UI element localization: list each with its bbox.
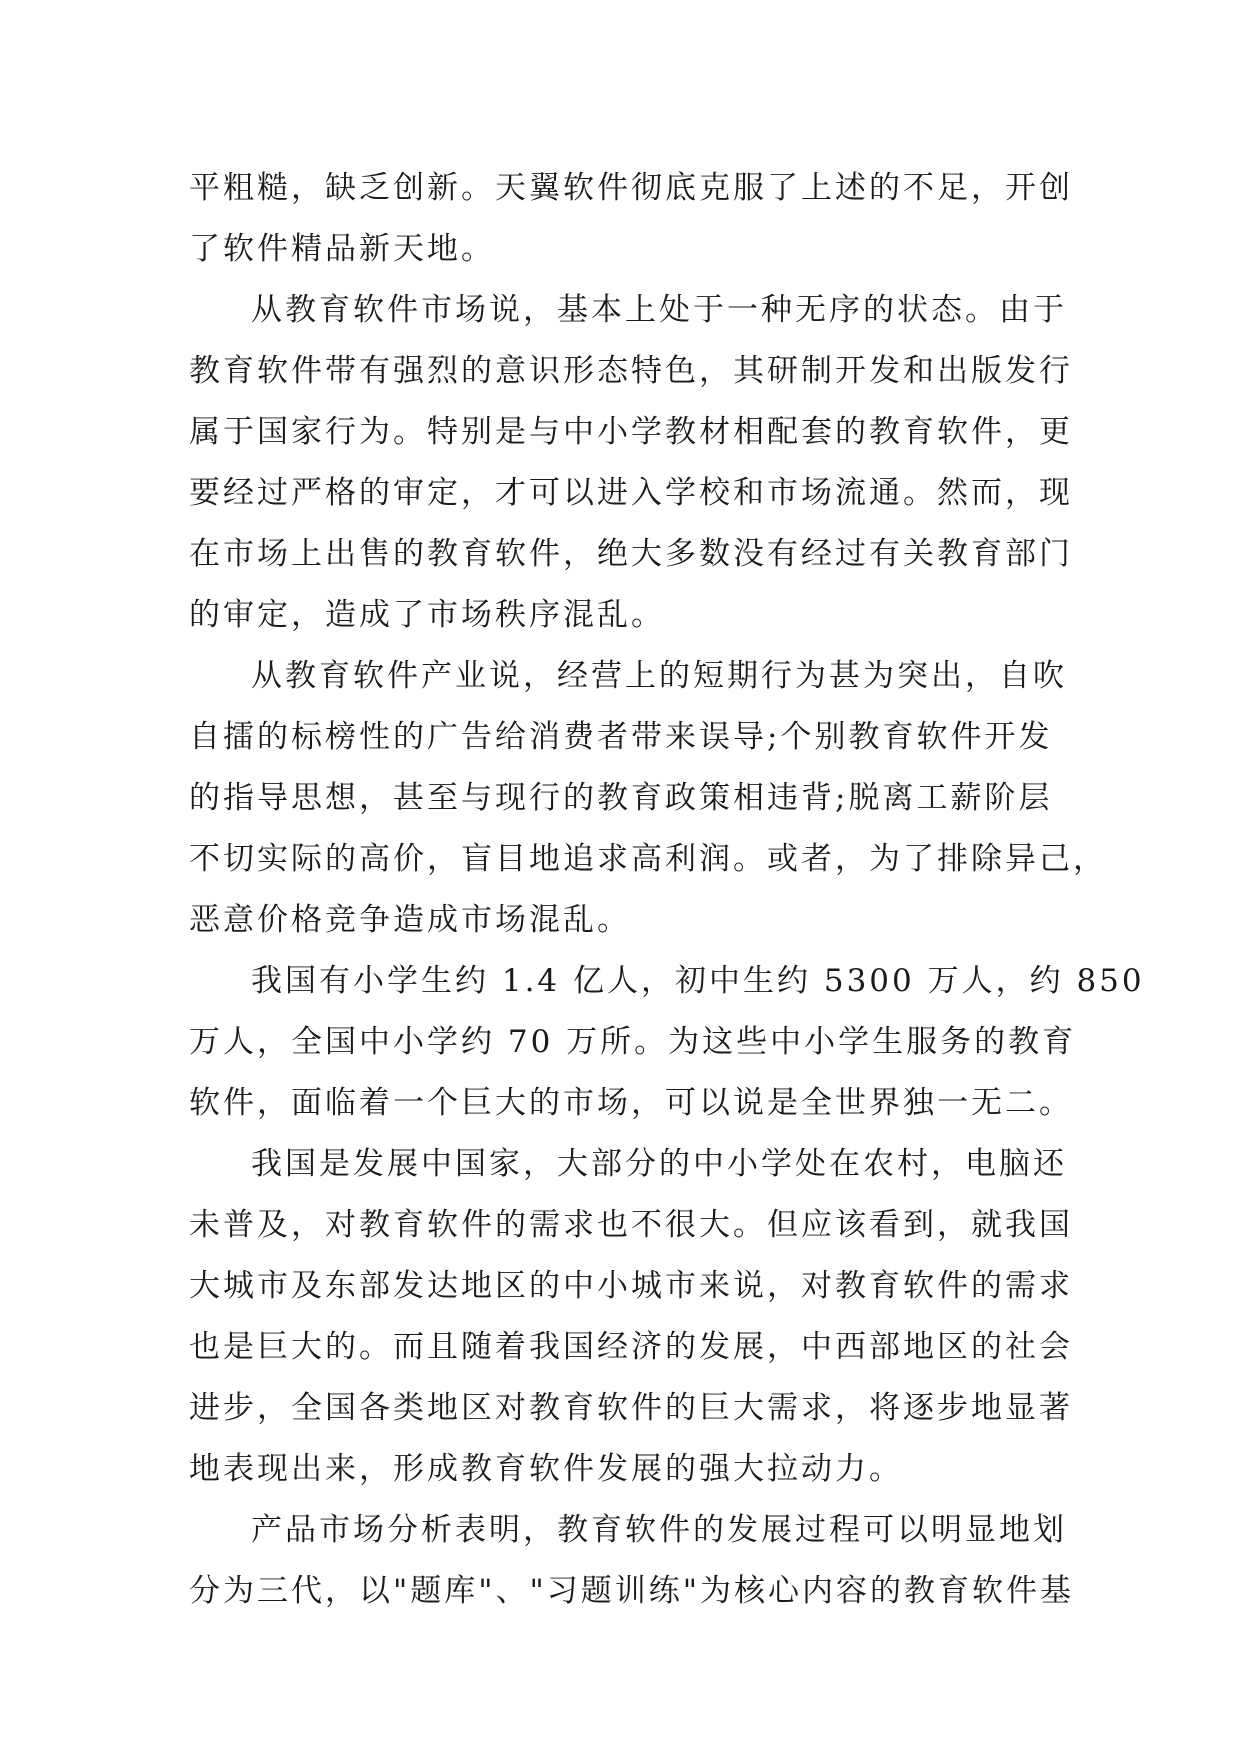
- paragraph: [189, 951, 1145, 1134]
- text-line: 教育软件带有强烈的意识形态特色，其研制开发和出版发行: [189, 353, 1073, 389]
- text-line: 不切实际的高价，盲目地追求高利润。或者，为了排除异己，: [189, 841, 1107, 877]
- text-line: 要经过严格的审定，才可以进入学校和市场流通。然而，现: [189, 475, 1073, 511]
- text-line: 在市场上出售的教育软件，绝大多数没有经过有关教育部门: [189, 536, 1073, 572]
- text-line: 平粗糙，缺乏创新。天翼软件彻底克服了上述的不足，开创: [189, 170, 1073, 206]
- text-line: 恶意价格竞争造成市场混乱。: [189, 902, 631, 938]
- text-line: 地表现出来，形成教育软件发展的强大拉动力。: [189, 1451, 903, 1487]
- paragraph: [189, 158, 1073, 280]
- text-line: 我国是发展中国家，大部分的中小学处在农村，电脑还: [251, 1146, 1067, 1182]
- text-line: 万人，全国中小学约 70 万所。为这些中小学生服务的教育: [189, 1024, 1077, 1060]
- paragraph: [189, 1500, 1075, 1622]
- text-line: 从教育软件产业说，经营上的短期行为甚为突出，自吹: [251, 658, 1067, 694]
- text-line: 分为三代，以"题库"、"习题训练"为核心内容的教育软件基: [189, 1573, 1075, 1609]
- text-line: 我国有小学生约 1.4 亿人，初中生约 5300 万人，约 850: [251, 963, 1145, 999]
- text-line: 产品市场分析表明，教育软件的发展过程可以明显地划: [251, 1512, 1067, 1548]
- text-line: 的指导思想，甚至与现行的教育政策相违背;脱离工薪阶层: [189, 780, 1053, 816]
- paragraph: [189, 646, 1107, 951]
- text-line: 软件，面临着一个巨大的市场，可以说是全世界独一无二。: [189, 1085, 1073, 1121]
- text-line: 也是巨大的。而且随着我国经济的发展，中西部地区的社会: [189, 1329, 1073, 1365]
- text-line: 进步，全国各类地区对教育软件的巨大需求，将逐步地显著: [189, 1390, 1073, 1426]
- text-line: 大城市及东部发达地区的中小城市来说，对教育软件的需求: [189, 1268, 1073, 1304]
- text-line: 了软件精品新天地。: [189, 231, 495, 267]
- text-line: 的审定，造成了市场秩序混乱。: [189, 597, 665, 633]
- document-body: [189, 158, 1145, 1622]
- text-line: 未普及，对教育软件的需求也不很大。但应该看到，就我国: [189, 1207, 1073, 1243]
- text-line: 自擂的标榜性的广告给消费者带来误导;个别教育软件开发: [189, 719, 1053, 755]
- paragraph: [189, 1134, 1073, 1500]
- text-line: 从教育软件市场说，基本上处于一种无序的状态。由于: [251, 292, 1067, 328]
- paragraph: [189, 280, 1073, 646]
- text-line: 属于国家行为。特别是与中小学教材相配套的教育软件，更: [189, 414, 1073, 450]
